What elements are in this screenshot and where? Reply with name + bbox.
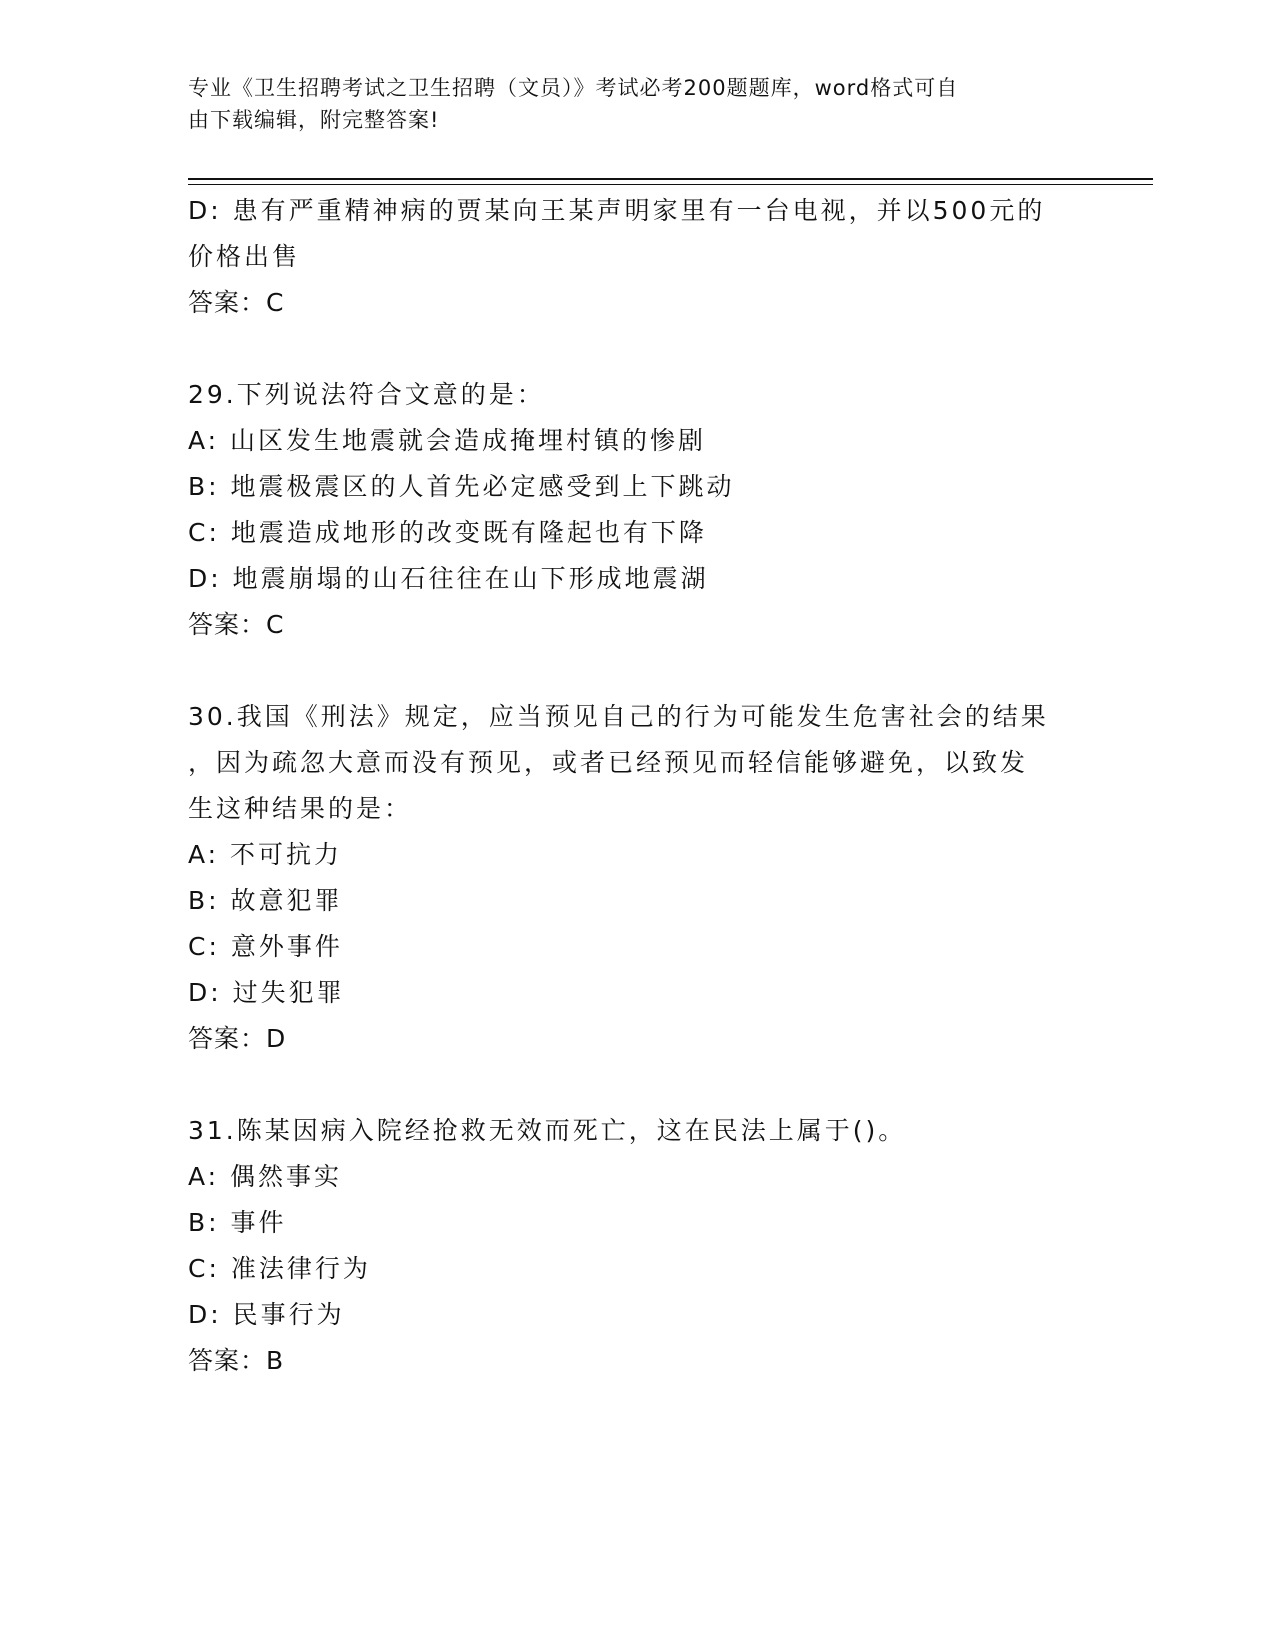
option-a: A: 不可抗力 — [188, 840, 343, 869]
answer: 答案：C — [188, 610, 285, 639]
question-list — [188, 188, 1088, 1384]
question-stem: 生这种结果的是： — [188, 794, 413, 823]
header-line-1: 专业《卫生招聘考试之卫生招聘（文员）》考试必考200题题库，word格式可自 — [188, 76, 959, 100]
carryover-answer: 答案：C — [188, 288, 285, 317]
option-c: C: 意外事件 — [188, 932, 343, 961]
question-30 — [188, 694, 1088, 1062]
option-c: C: 准法律行为 — [188, 1254, 371, 1283]
question-29 — [188, 372, 1088, 648]
option-b: B: 地震极震区的人首先必定感受到上下跳动 — [188, 472, 735, 501]
option-d: D: 民事行为 — [188, 1300, 345, 1329]
option-d: D: 过失犯罪 — [188, 978, 345, 1007]
spacer — [188, 326, 1088, 372]
question-stem: 31.陈某因病入院经抢救无效而死亡，这在民法上属于()。 — [188, 1116, 907, 1145]
answer: 答案：D — [188, 1024, 287, 1053]
question-stem: 29.下列说法符合文意的是： — [188, 380, 545, 409]
question-stem: 30.我国《刑法》规定，应当预见自己的行为可能发生危害社会的结果 — [188, 702, 1049, 731]
option-d: D: 地震崩塌的山石往往在山下形成地震湖 — [188, 564, 709, 593]
question-stem: ，因为疏忽大意而没有预见，或者已经预见而轻信能够避免，以致发 — [188, 748, 1029, 777]
spacer — [188, 1062, 1088, 1108]
option-b: B: 故意犯罪 — [188, 886, 343, 915]
question-31 — [188, 1108, 1088, 1384]
option-c: C: 地震造成地形的改变既有隆起也有下降 — [188, 518, 707, 547]
option-a: A: 偶然事实 — [188, 1162, 343, 1191]
header-rule-thin — [188, 184, 1153, 185]
carryover-option-line-1: D: 患有严重精神病的贾某向王某声明家里有一台电视，并以500元的 — [188, 196, 1046, 225]
spacer — [188, 648, 1088, 694]
document-header — [188, 72, 1068, 136]
header-line-2: 由下载编辑，附完整答案! — [188, 108, 440, 132]
carryover-option-line-2: 价格出售 — [188, 242, 301, 271]
option-b: B: 事件 — [188, 1208, 287, 1237]
header-rule-thick — [188, 178, 1153, 180]
answer: 答案：B — [188, 1346, 285, 1375]
option-a: A: 山区发生地震就会造成掩埋村镇的惨剧 — [188, 426, 707, 455]
